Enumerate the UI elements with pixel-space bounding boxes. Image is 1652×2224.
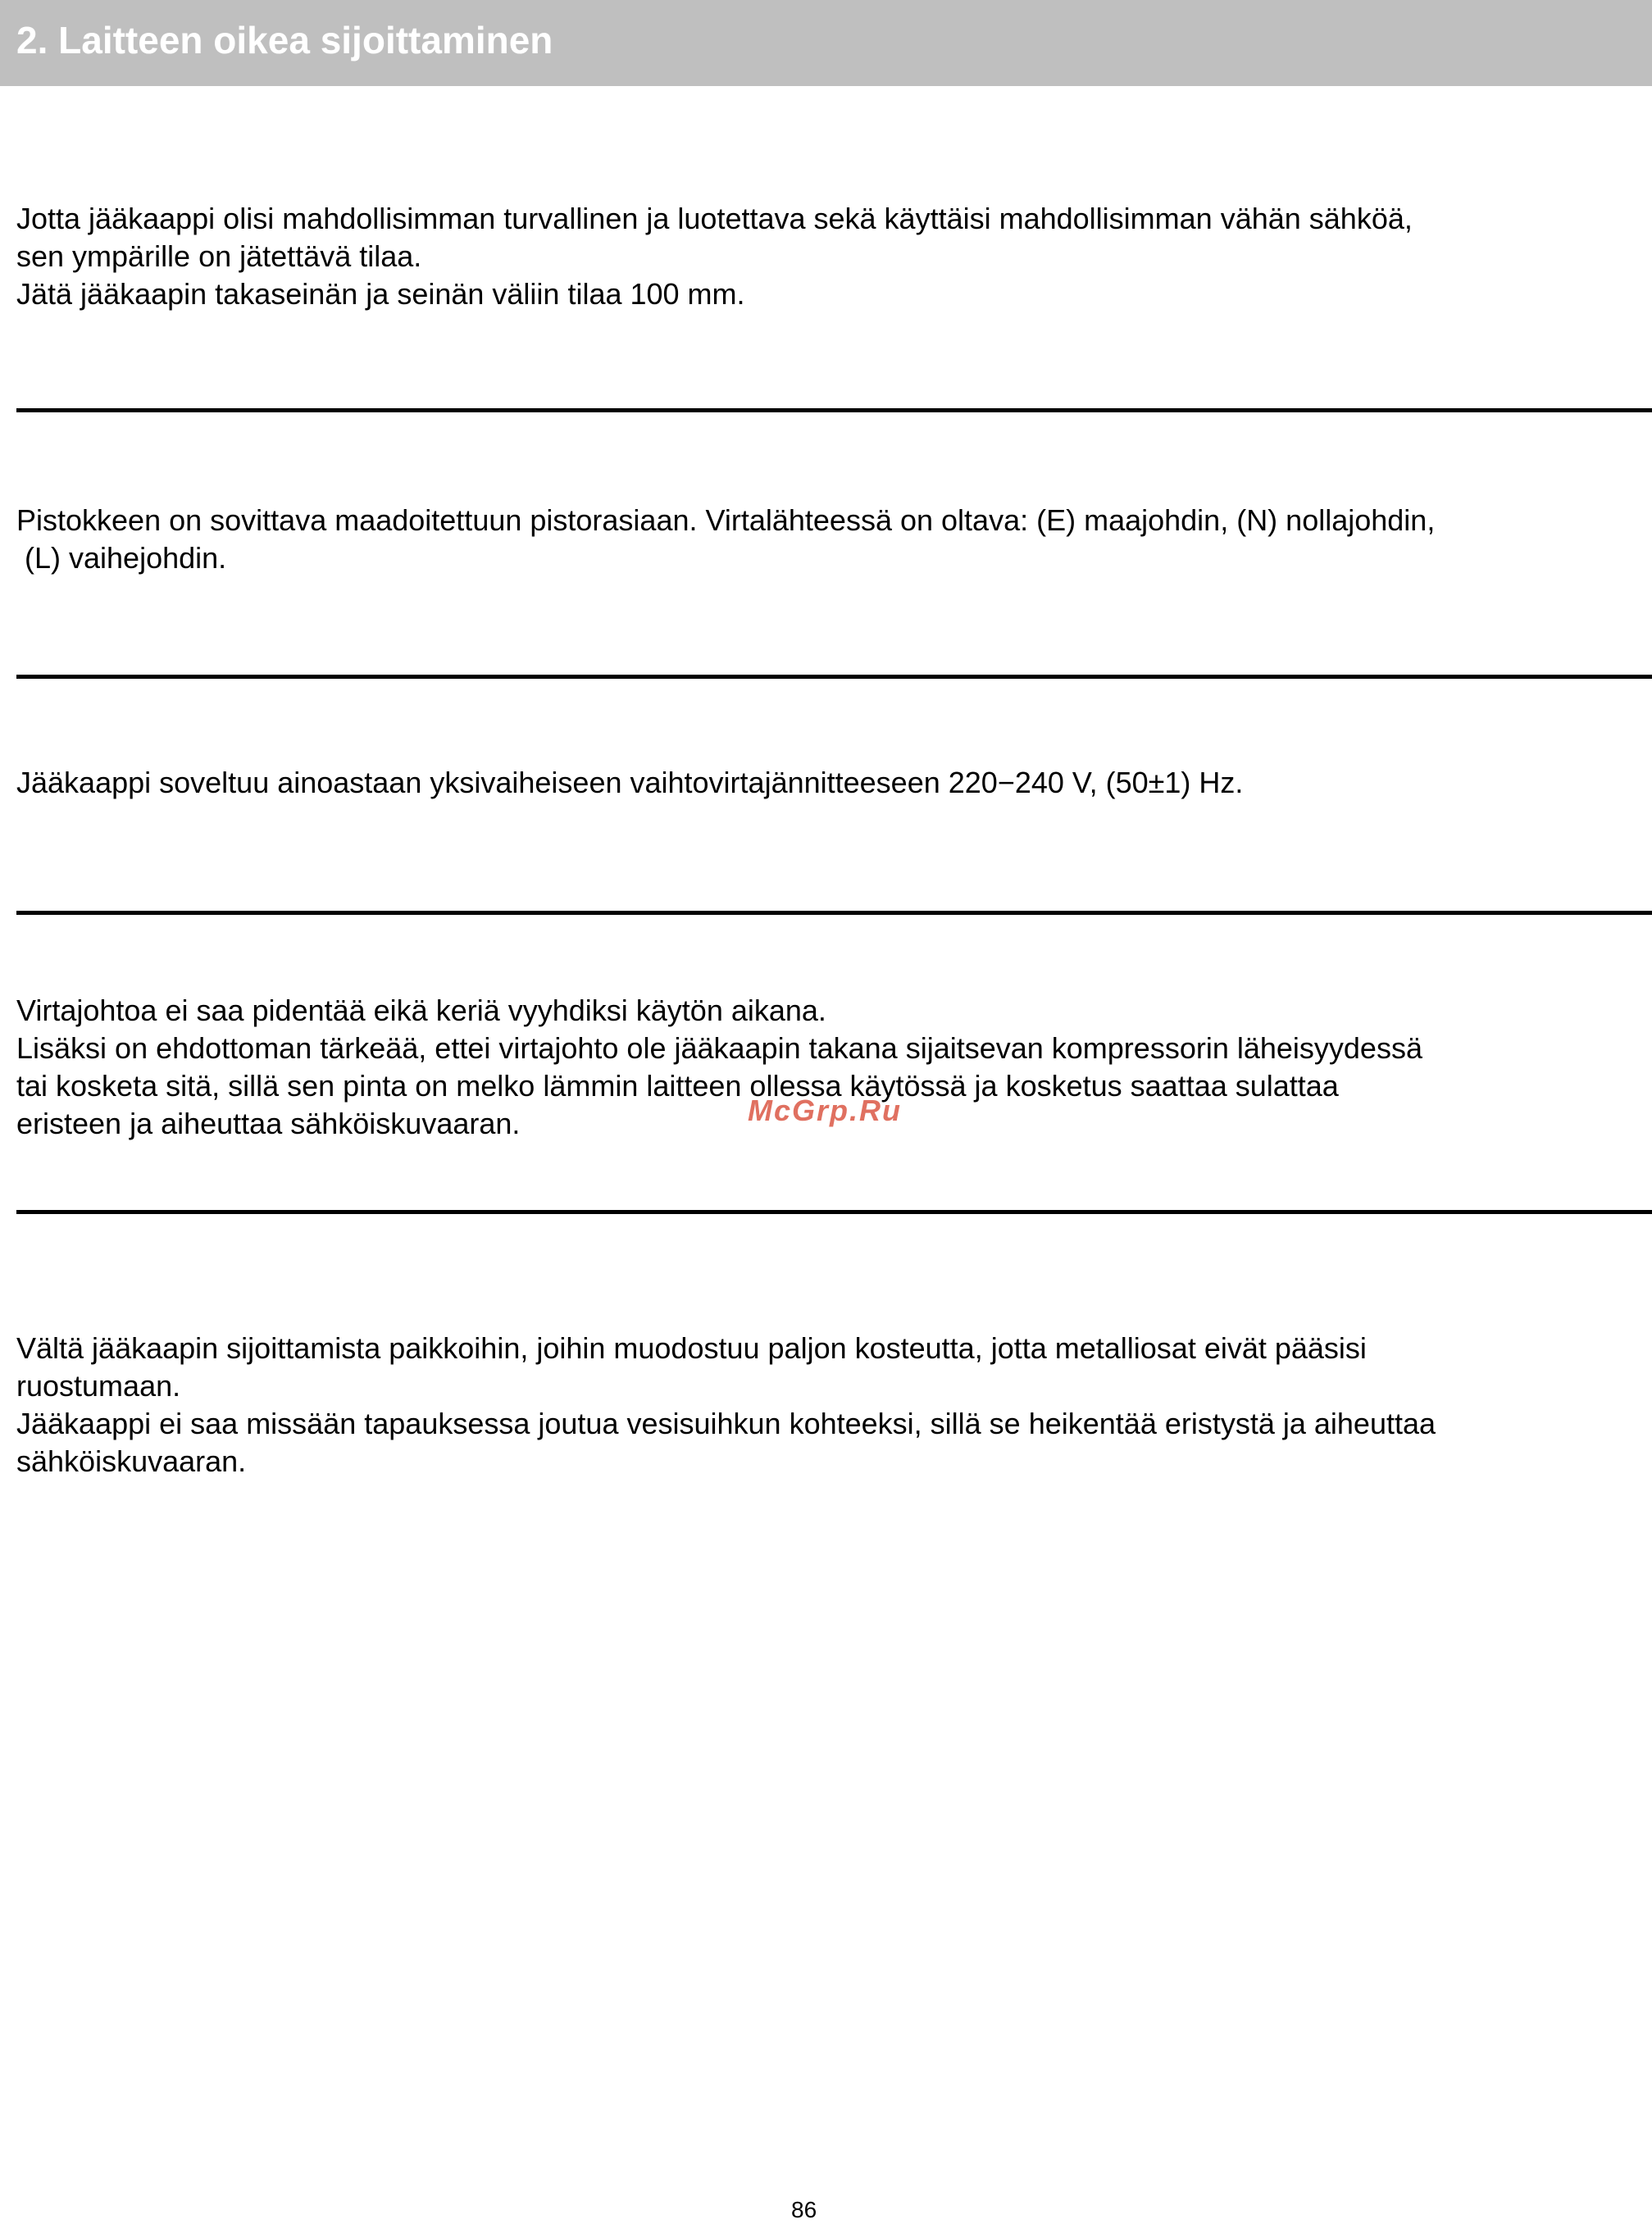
text-line: Jotta jääkaappi olisi mahdollisimman turvallinen ja luotettava sekä käyttäisi mahdollisimman vähän sähköä, <box>16 202 1413 235</box>
section-divider <box>16 1210 1652 1214</box>
text-line: Jätä jääkaapin takaseinän ja seinän väliin tilaa 100 mm. <box>16 277 745 311</box>
section-header-bar <box>0 0 1652 86</box>
paragraph-moisture <box>16 1330 1636 1480</box>
paragraph-grounding <box>16 502 1636 577</box>
text-line: eristeen ja aiheuttaa sähköiskuvaaran. <box>16 1107 521 1140</box>
text-line: Vältä jääkaapin sijoittamista paikkoihin, joihin muodostuu paljon kosteutta, jotta metalliosat eivät pääsisi <box>16 1331 1367 1365</box>
section-divider <box>16 675 1652 679</box>
section-divider <box>16 408 1652 412</box>
text-line: Jääkaappi ei saa missään tapauksessa joutua vesisuihkun kohteeksi, sillä se heikentää eristystä ja aiheuttaa <box>16 1407 1436 1440</box>
text-line: Jääkaappi soveltuu ainoastaan yksivaiheiseen vaihtovirtajännitteeseen 220−240 V, (50±1) Hz. <box>16 766 1244 799</box>
section-divider <box>16 911 1652 915</box>
text-line: ruostumaan. <box>16 1369 181 1403</box>
paragraph-voltage <box>16 764 1636 802</box>
text-line: tai kosketa sitä, sillä sen pinta on melko lämmin laitteen ollessa käytössä ja kosketus saattaa sulattaa <box>16 1069 1339 1103</box>
section-title: 2. Laitteen oikea sijoittaminen <box>16 19 553 61</box>
paragraph-clearance <box>16 200 1636 313</box>
text-line: Virtajohtoa ei saa pidentää eikä keriä vyyhdiksi käytön aikana. <box>16 994 826 1027</box>
watermark: McGrp.Ru <box>748 1094 903 1127</box>
text-line: Pistokkeen on sovittava maadoitettuun pistorasiaan. Virtalähteessä on oltava: (E) maajohdin, (N) nollajohdin, <box>16 503 1436 537</box>
text-line: sen ympärille on jätettävä tilaa. <box>16 239 422 273</box>
text-line: Lisäksi on ehdottoman tärkeää, ettei virtajohto ole jääkaapin takana sijaitsevan kompressorin läheisyydessä <box>16 1031 1422 1065</box>
text-line: sähköiskuvaaran. <box>16 1444 247 1478</box>
page-number: 86 <box>791 2197 817 2222</box>
text-line: (L) vaihejohdin. <box>16 541 227 575</box>
